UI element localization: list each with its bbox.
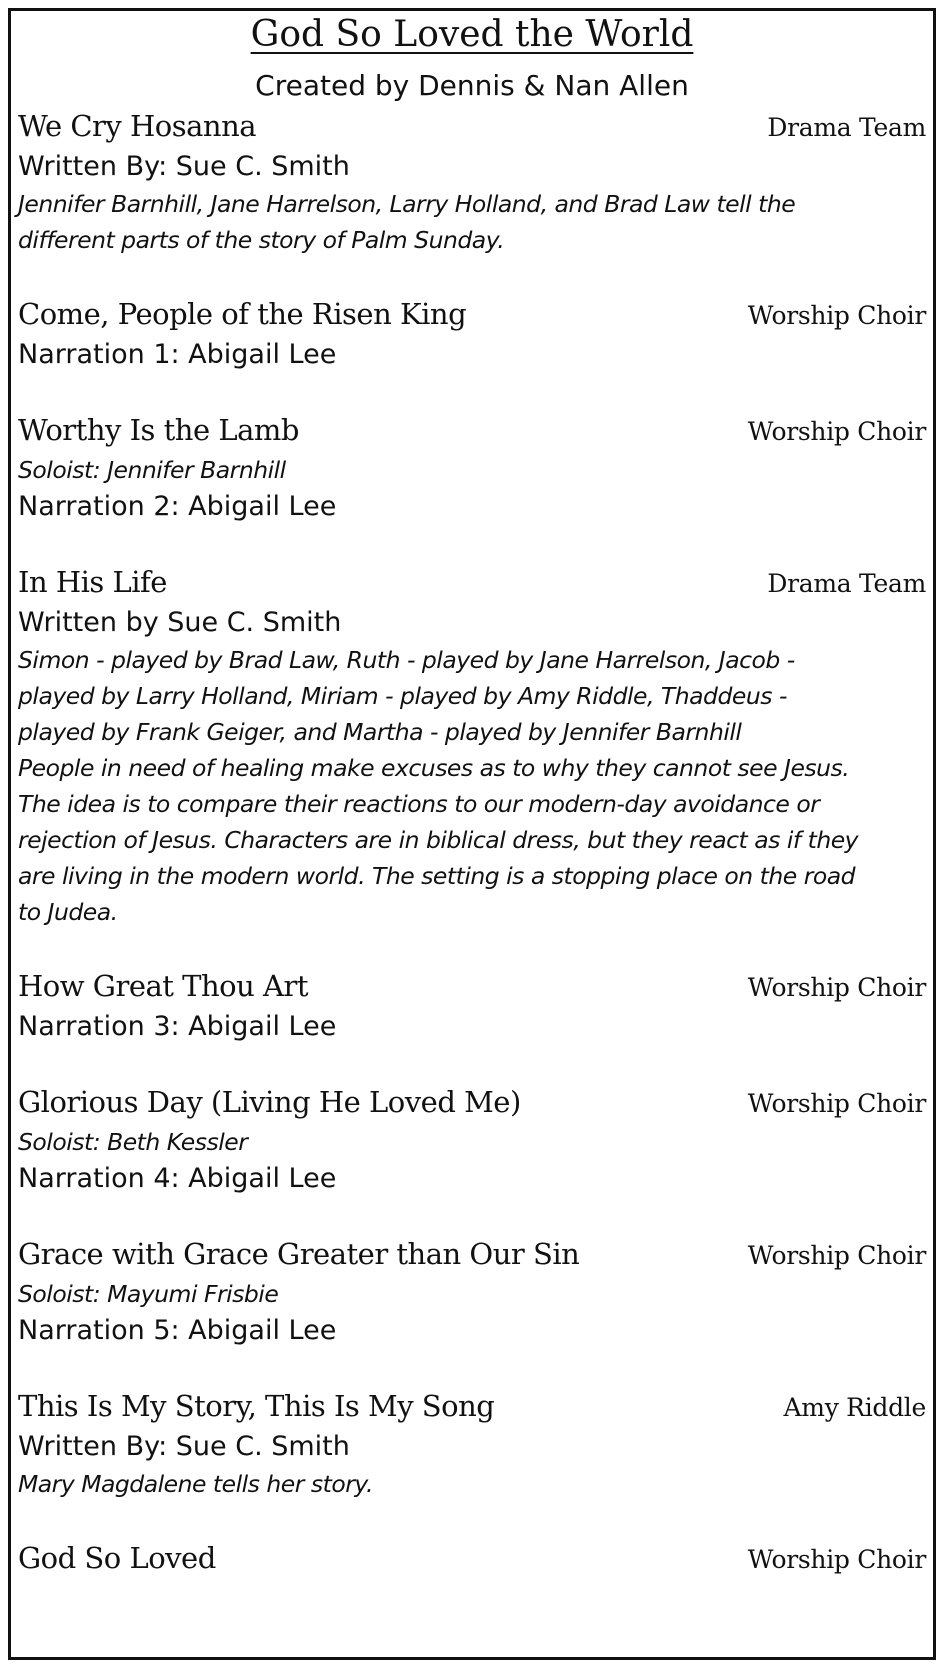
credit-line: Narration 5: Abigail Lee: [18, 1315, 337, 1346]
program-item: [18, 964, 926, 1046]
program-item: [18, 1232, 926, 1350]
program-item-header: [18, 1536, 926, 1580]
song-title: How Great Thou Art: [18, 969, 308, 1003]
description-line: Soloist: Mayumi Frisbie: [18, 1280, 279, 1308]
performer-label: Worship Choir: [747, 973, 926, 1002]
credit-line: Written by Sue C. Smith: [18, 607, 342, 638]
program-item-header: [18, 1080, 926, 1124]
song-title: God So Loved: [18, 1541, 216, 1575]
description-line: Simon - played by Brad Law, Ruth - played by Jane Harrelson, Jacob -: [18, 646, 795, 674]
performer-label: Worship Choir: [747, 1089, 926, 1118]
program-item-header: [18, 104, 926, 148]
credit-line: Narration 4: Abigail Lee: [18, 1163, 337, 1194]
program-list: [18, 104, 926, 1580]
program-item: [18, 104, 926, 258]
program-item: [18, 1384, 926, 1502]
program-item: [18, 292, 926, 374]
program-item: [18, 560, 926, 930]
description-line: played by Frank Geiger, and Martha - played by Jennifer Barnhill: [18, 718, 742, 746]
credit-line: Narration 2: Abigail Lee: [18, 491, 337, 522]
song-title: Grace with Grace Greater than Our Sin: [18, 1237, 580, 1271]
document-subtitle: Created by Dennis & Nan Allen: [255, 69, 689, 102]
document-title: God So Loved the World: [250, 14, 694, 55]
song-title: This Is My Story, This Is My Song: [18, 1389, 495, 1423]
song-title: Worthy Is the Lamb: [18, 413, 299, 447]
description-line: The idea is to compare their reactions to our modern-day avoidance or: [18, 790, 820, 818]
description-line: different parts of the story of Palm Sunday.: [18, 226, 505, 254]
description-line: People in need of healing make excuses as to why they cannot see Jesus.: [18, 754, 850, 782]
performer-label: Drama Team: [767, 569, 926, 598]
credit-line: Written By: Sue C. Smith: [18, 151, 350, 182]
song-title: In His Life: [18, 565, 167, 599]
program-item-header: [18, 408, 926, 452]
description-line: Mary Magdalene tells her story.: [18, 1470, 373, 1498]
song-title: Glorious Day (Living He Loved Me): [18, 1085, 521, 1119]
credit-line: Narration 3: Abigail Lee: [18, 1011, 337, 1042]
performer-label: Worship Choir: [747, 417, 926, 446]
program-item-header: [18, 1384, 926, 1428]
program-item-header: [18, 964, 926, 1008]
description-line: rejection of Jesus. Characters are in biblical dress, but they react as if they: [18, 826, 859, 854]
performer-label: Amy Riddle: [783, 1393, 926, 1422]
performer-label: Worship Choir: [747, 301, 926, 330]
description-line: are living in the modern world. The setting is a stopping place on the road: [18, 862, 856, 890]
program-item-header: [18, 292, 926, 336]
program-item: [18, 1536, 926, 1580]
program-item: [18, 1080, 926, 1198]
performer-label: Worship Choir: [747, 1241, 926, 1270]
song-title: Come, People of the Risen King: [18, 297, 467, 331]
credit-line: Written By: Sue C. Smith: [18, 1431, 350, 1462]
description-line: to Judea.: [18, 898, 118, 926]
description-line: Soloist: Beth Kessler: [18, 1128, 248, 1156]
program-item: [18, 408, 926, 526]
performer-label: Worship Choir: [747, 1545, 926, 1574]
description-line: Soloist: Jennifer Barnhill: [18, 456, 286, 484]
description-line: played by Larry Holland, Miriam - played by Amy Riddle, Thaddeus -: [18, 682, 787, 710]
program-item-header: [18, 1232, 926, 1276]
song-title: We Cry Hosanna: [18, 109, 257, 143]
program-item-header: [18, 560, 926, 604]
credit-line: Narration 1: Abigail Lee: [18, 339, 337, 370]
description-line: Jennifer Barnhill, Jane Harrelson, Larry Holland, and Brad Law tell the: [18, 190, 796, 218]
performer-label: Drama Team: [767, 113, 926, 142]
